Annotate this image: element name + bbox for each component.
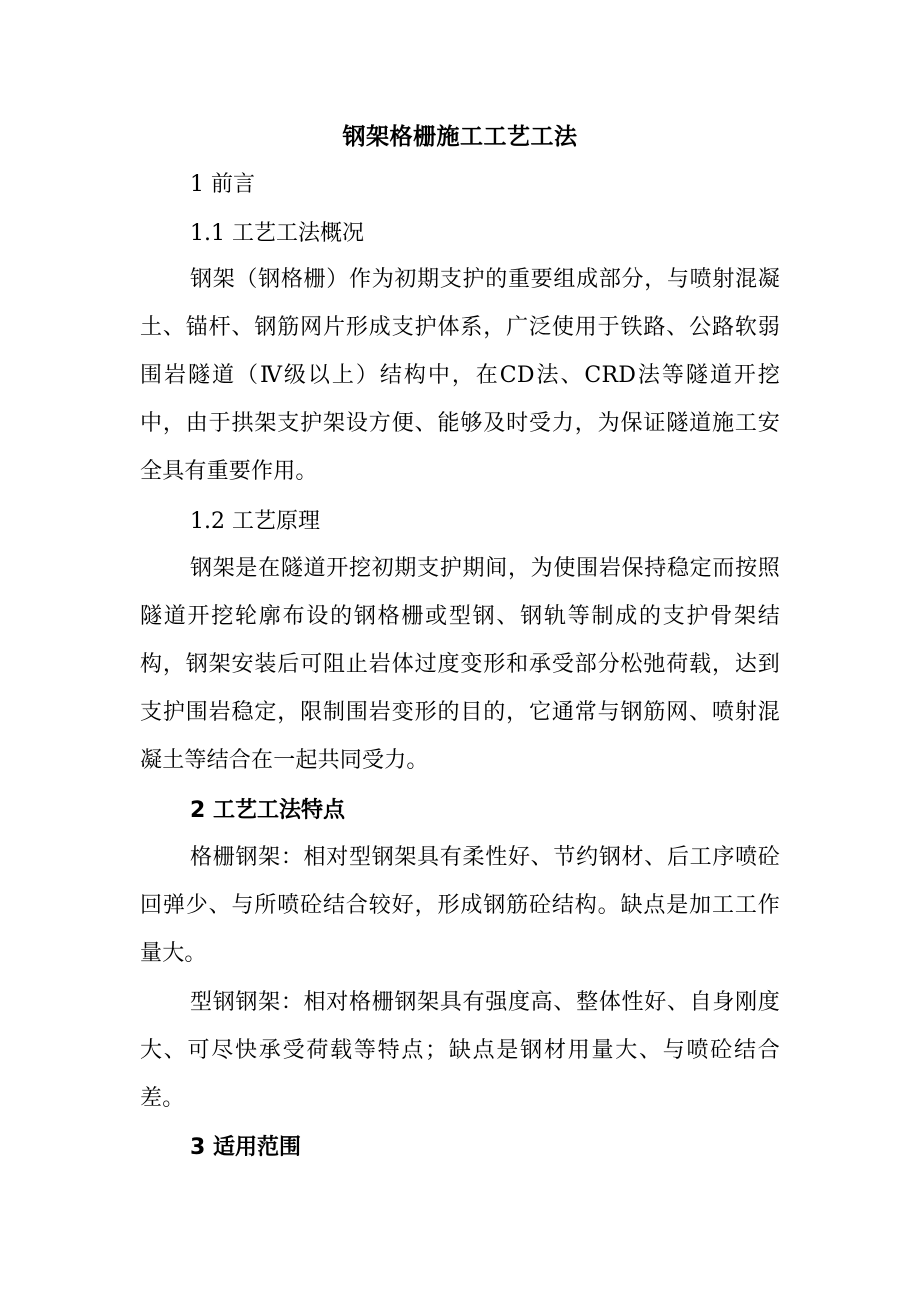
paragraph-principle: 钢架是在隧道开挖初期支护期间，为使围岩保持稳定而按照隧道开挖轮廓布设的钢格栅或型钢、钢轨等制成的支护骨架结构，钢架安装后可阻止岩体过度变形和承受部分松弛荷载，达到支护围岩稳定，限制围岩变形的目的，它通常与钢筋网、喷射混凝土等结合在一起共同受力。 — [140, 556, 780, 773]
document-title: 钢架格栅施工工艺工法 — [342, 124, 578, 150]
section-heading-1-1: 1.1 工艺工法概况 — [190, 221, 364, 246]
section-heading-2: 2 工艺工法特点 — [190, 798, 345, 823]
paragraph-lattice-frame: 格栅钢架：相对型钢架具有柔性好、节约钢材、后工序喷砼回弹少、与所喷砼结合较好，形成钢筋砼结构。缺点是加工工作量大。 — [140, 845, 780, 966]
section-heading-3: 3 适用范围 — [190, 1135, 301, 1160]
paragraph-steel-frame: 型钢钢架：相对格栅钢架具有强度高、整体性好、自身刚度大、可尽快承受荷载等特点；缺点是钢材用量大、与喷砼结合差。 — [140, 990, 780, 1111]
paragraph-overview: 钢架（钢格栅）作为初期支护的重要组成部分，与喷射混凝土、锚杆、钢筋网片形成支护体系，广泛使用于铁路、公路软弱围岩隧道（Ⅳ级以上）结构中，在CD法、CRD法等隧道开挖中，由于拱架支护架设方便、能够及时受力，为保证隧道施工安全具有重要作用。 — [140, 267, 780, 484]
section-heading-1-2: 1.2 工艺原理 — [190, 509, 320, 534]
section-heading-1: 1 前言 — [190, 172, 255, 197]
